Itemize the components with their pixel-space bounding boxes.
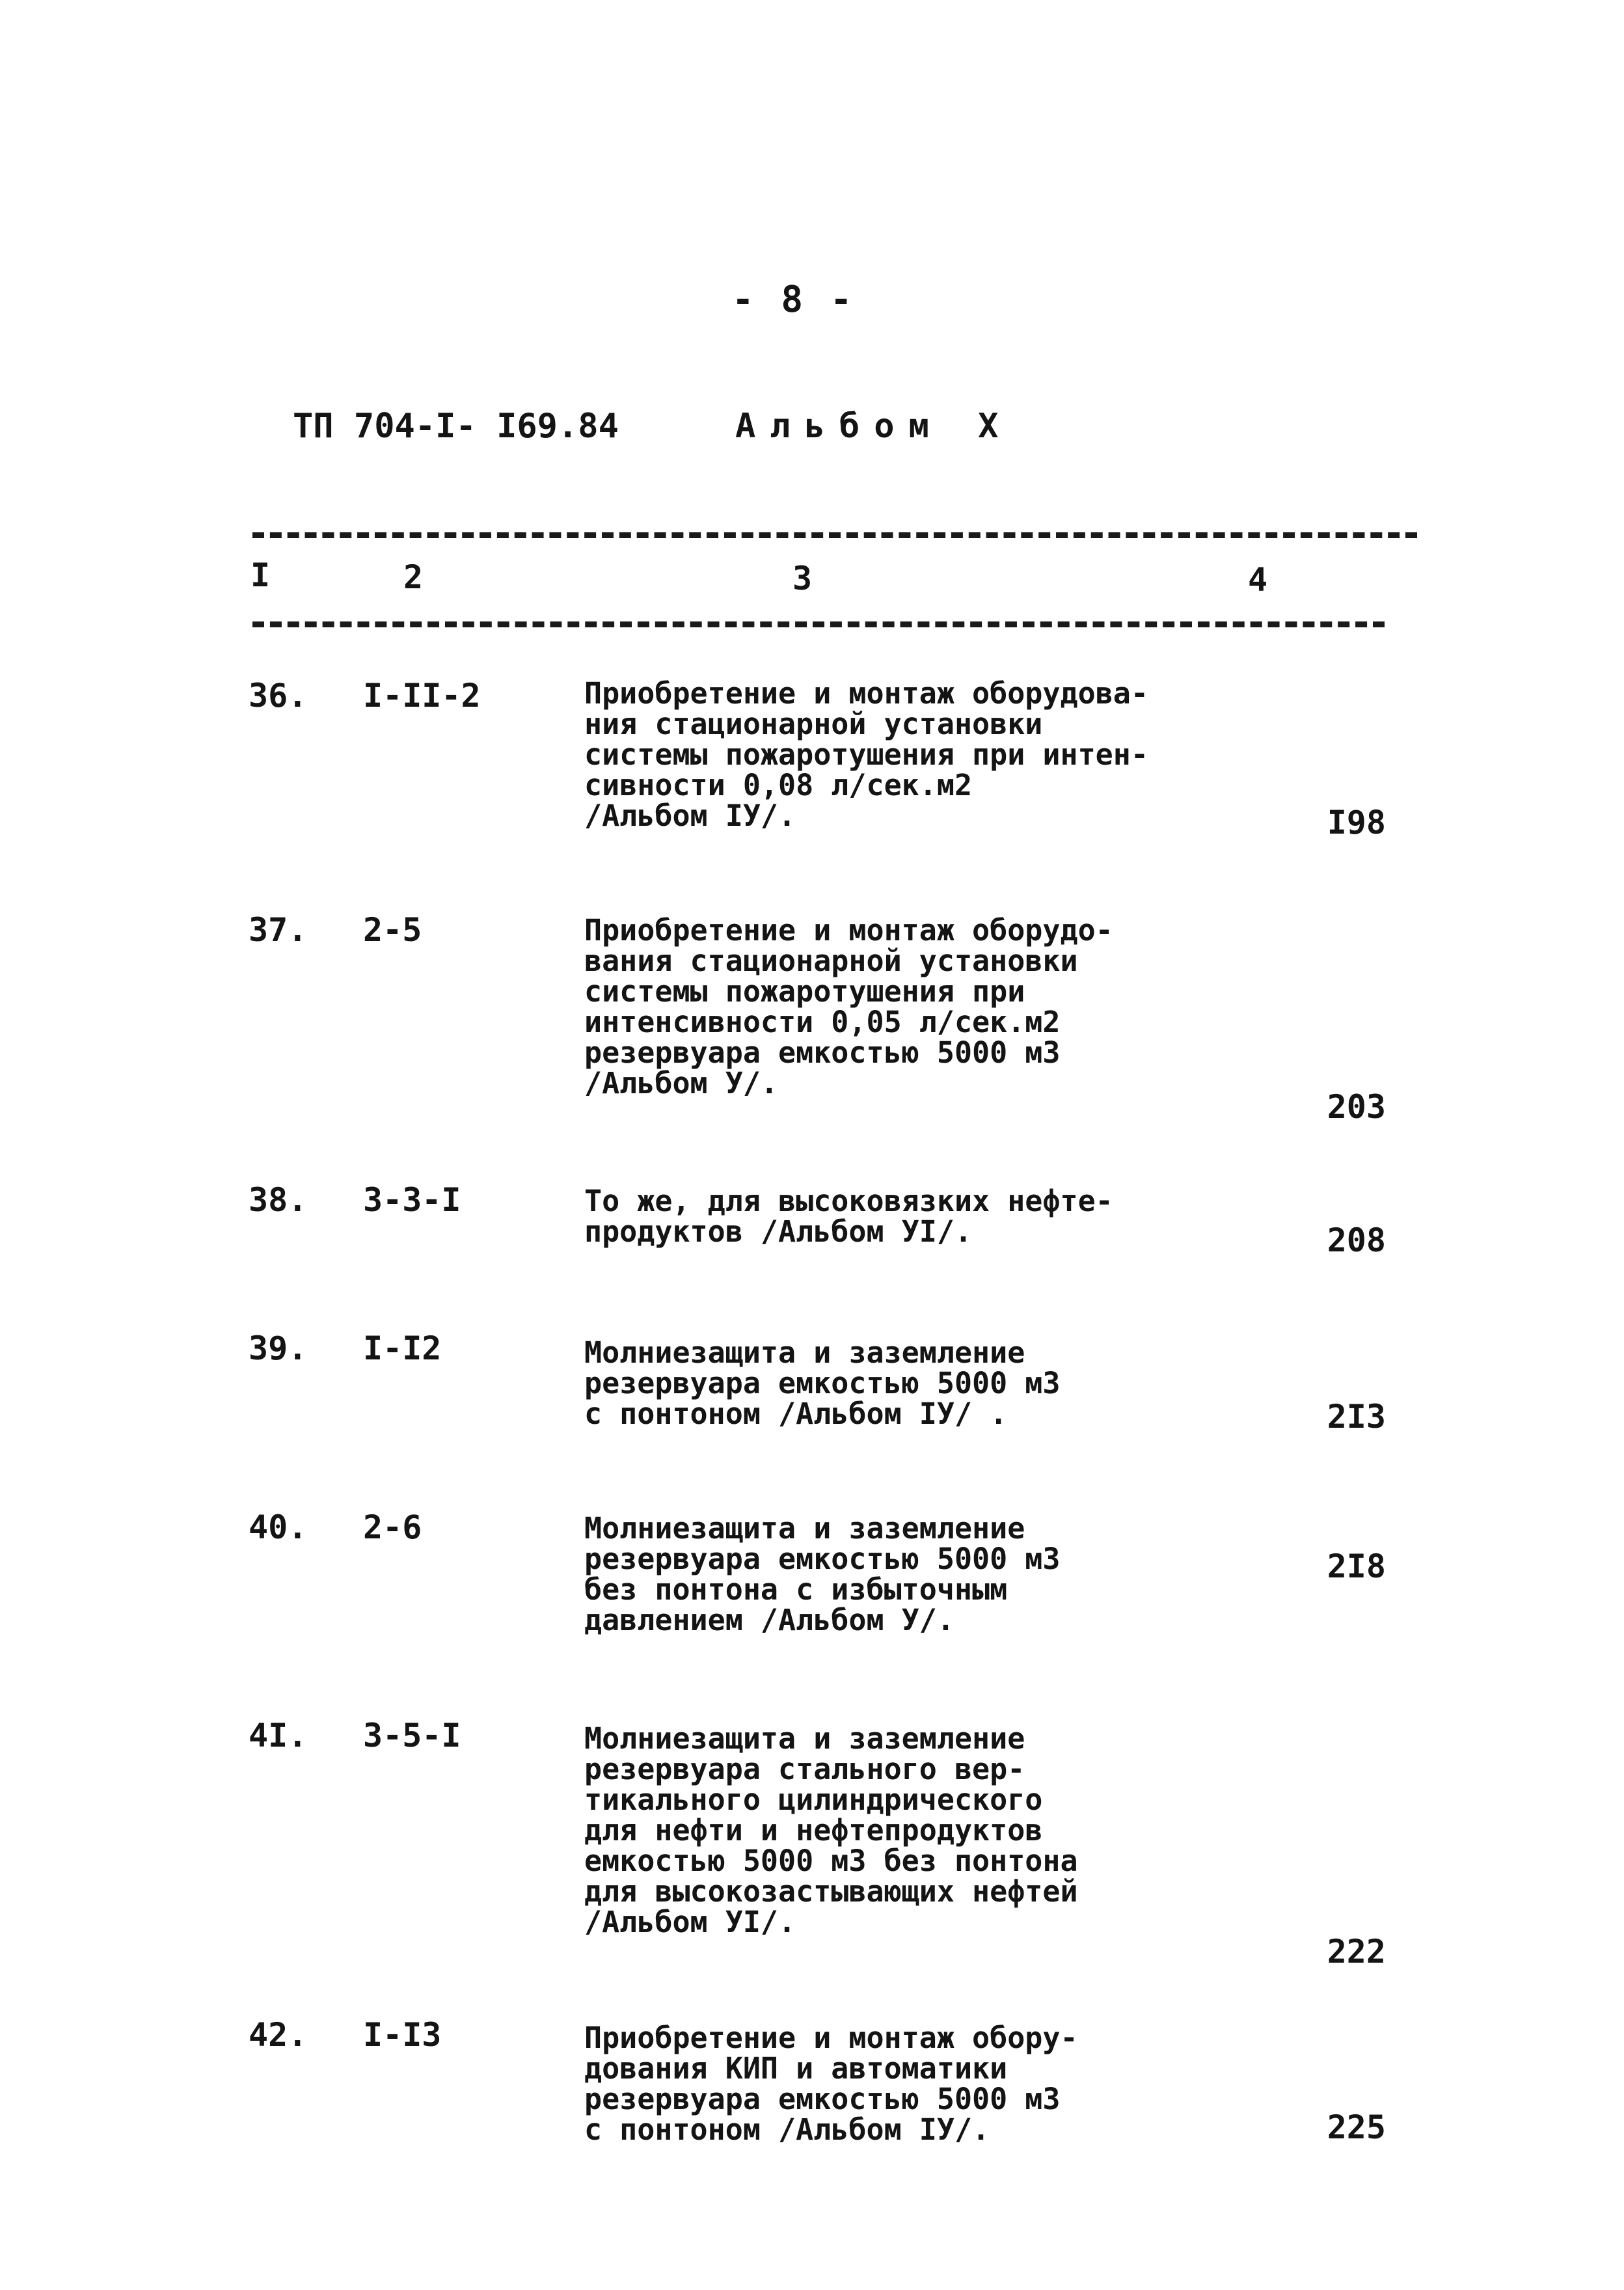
row-page: 2I8	[1327, 1547, 1386, 1585]
row-code: 3-5-I	[363, 1717, 461, 1754]
column-header-1: I	[250, 556, 271, 594]
column-header-3: 3	[792, 560, 813, 597]
row-description: Приобретение и монтаж обору- дования КИП и автоматики резервуара емкостью 5000 м3 с понтоном /Альбом IУ/.	[584, 2021, 1078, 2147]
page-number: - 8 -	[732, 279, 855, 321]
row-description: Молниезащита и заземление резервуара стального вер- тикального цилиндрического для нефти и нефтепродуктов емкостью 5000 м3 без понтона для высокозастывающих нефтей /Альбом УI/.	[584, 1721, 1078, 1939]
row-page: 203	[1327, 1088, 1386, 1126]
row-code: I-II-2	[363, 677, 481, 715]
row-page: 225	[1327, 2108, 1386, 2146]
row-description: Молниезащита и заземление резервуара емкостью 5000 м3 с понтоном /Альбом IУ/ .	[584, 1335, 1061, 1431]
row-description: Молниезащита и заземление резервуара емкостью 5000 м3 без понтона с избыточным давлением /Альбом У/.	[584, 1511, 1061, 1637]
row-number: 40.	[249, 1508, 308, 1546]
row-page: 222	[1327, 1933, 1386, 1970]
row-number: 4I.	[249, 1717, 308, 1754]
document-code: ТП 704-I- I69.84	[293, 407, 619, 446]
row-number: 39.	[249, 1329, 308, 1367]
row-description: Приобретение и монтаж оборудова- ния стационарной установки системы пожаротушения при интен- сивности 0,08 л/сек.м2 /Альбом IУ/.	[584, 676, 1148, 833]
row-code: 3-3-I	[363, 1181, 461, 1219]
column-header-4: 4	[1248, 561, 1268, 599]
row-description: То же, для высоковязких нефте- продуктов /Альбом УI/.	[584, 1184, 1113, 1249]
row-number: 38.	[249, 1181, 308, 1219]
row-number: 37.	[249, 911, 308, 949]
row-code: 2-6	[363, 1508, 422, 1546]
row-page: I98	[1327, 804, 1386, 841]
row-number: 42.	[249, 2016, 308, 2054]
table-header-divider	[252, 621, 1385, 627]
row-page: 2I3	[1327, 1398, 1386, 1436]
row-description: Приобретение и монтаж оборудо- вания стационарной установки системы пожаротушения при интенсивности 0,05 л/сек.м2 резервуара емкостью 5000 м3 /Альбом У/.	[584, 913, 1113, 1100]
row-code: I-I2	[363, 1329, 442, 1367]
row-page: 208	[1327, 1221, 1386, 1259]
row-code: 2-5	[363, 911, 422, 949]
row-number: 36.	[249, 677, 308, 715]
table-top-divider	[252, 532, 1417, 538]
album-title: Альбом X	[735, 407, 1013, 446]
row-code: I-I3	[363, 2016, 442, 2054]
column-header-2: 2	[403, 558, 424, 596]
